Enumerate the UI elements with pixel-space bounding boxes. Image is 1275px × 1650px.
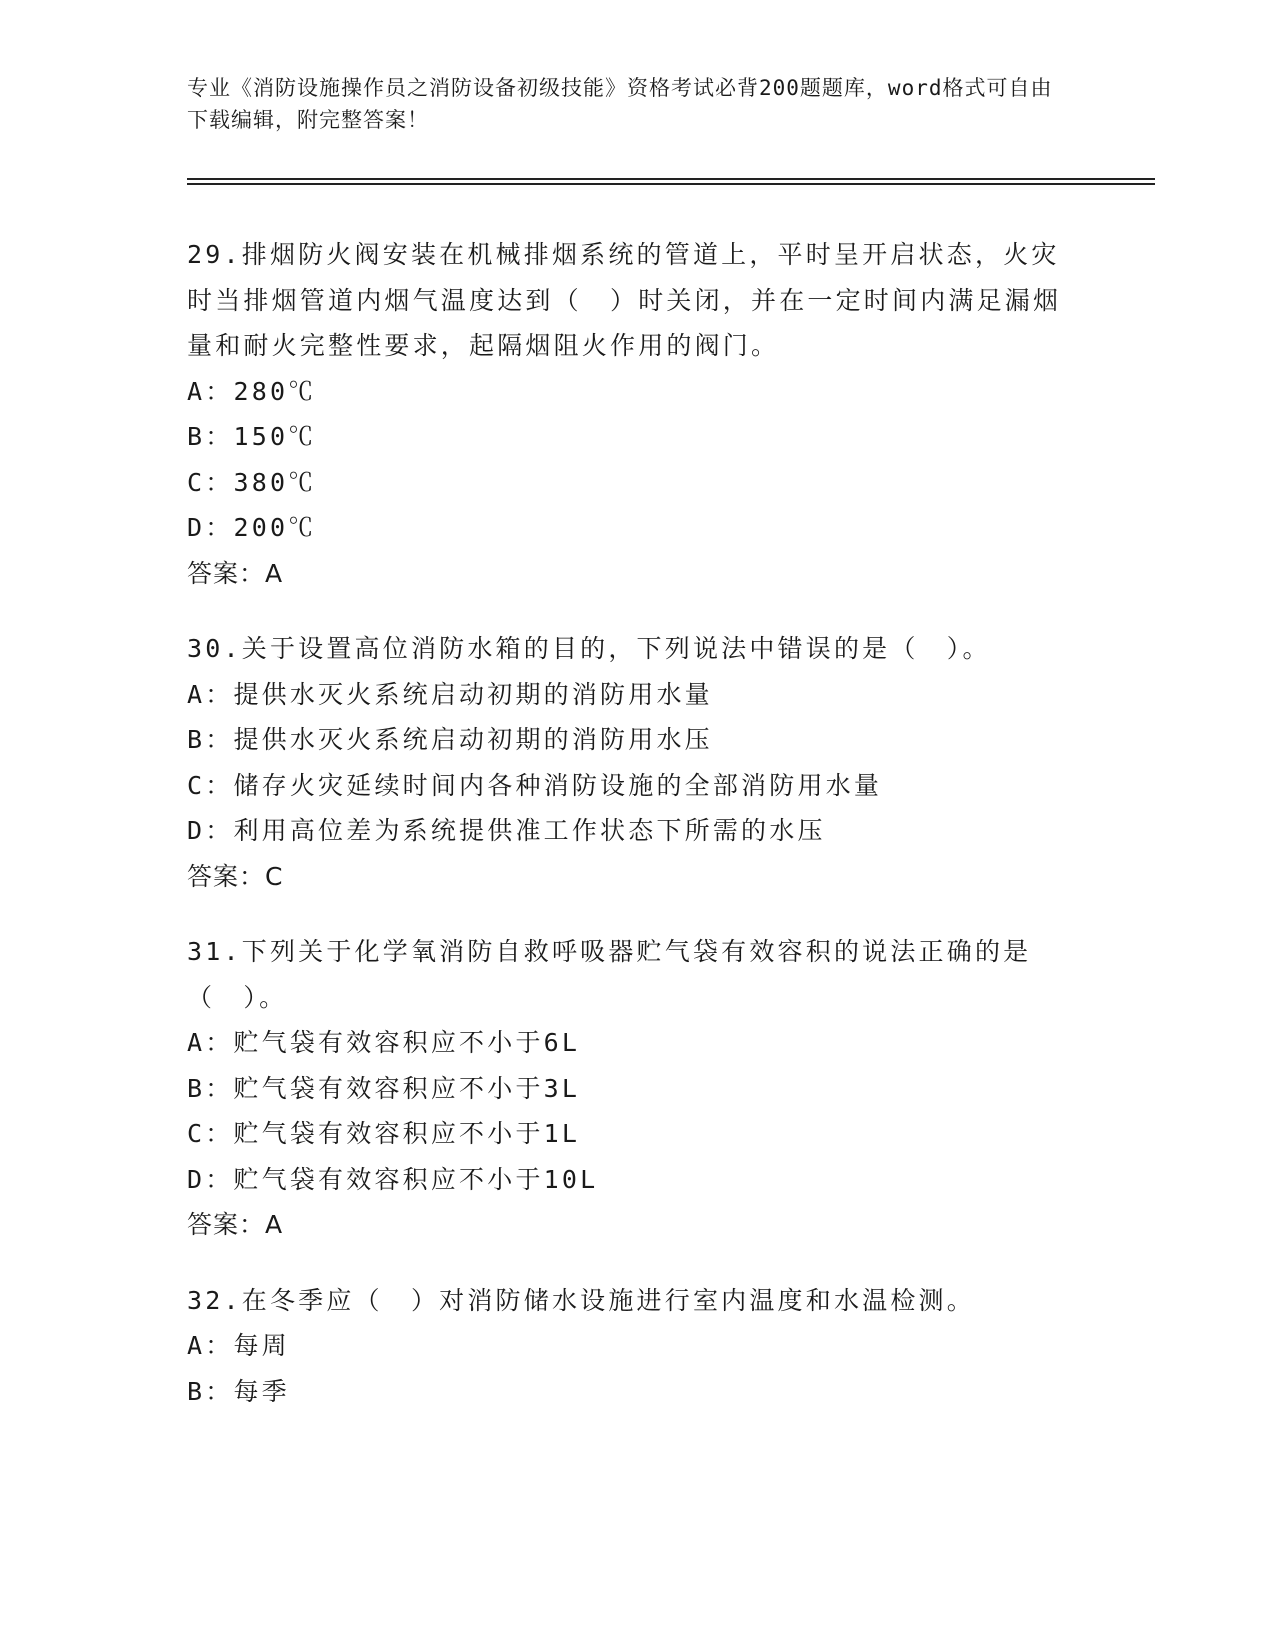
answer-line: 答案：C: [187, 861, 284, 891]
option-letter: B：: [187, 1073, 234, 1103]
option-letter: A：: [187, 376, 234, 406]
question-stem: 30.关于设置高位消防水箱的目的，下列说法中错误的是（ ）。: [187, 634, 991, 663]
option-letter: A：: [187, 1028, 234, 1057]
option-a: [187, 1323, 1077, 1369]
option-letter: C：: [187, 1119, 234, 1148]
option-letter: A：: [187, 679, 234, 709]
option-letter: A：: [187, 1331, 234, 1360]
header-text: 专业《消防设施操作员之消防设备初级技能》资格考试必背200题题库，word格式可自由下载编辑，附完整答案！: [187, 76, 1053, 132]
option-d: [187, 808, 1077, 854]
option-text: 每季: [233, 1376, 290, 1406]
document-header: [187, 72, 1067, 136]
option-text: 贮气袋有效容积应不小于6L: [233, 1028, 581, 1057]
option-b: [187, 1066, 1077, 1112]
option-b: [187, 1369, 1077, 1415]
option-b: [187, 717, 1077, 763]
option-letter: D：: [187, 513, 234, 542]
option-letter: D：: [187, 1164, 234, 1194]
option-letter: C：: [187, 467, 234, 497]
option-text: 150℃: [233, 422, 317, 451]
question-29: [187, 232, 1077, 596]
option-letter: C：: [187, 770, 234, 800]
answer-line: 答案：A: [187, 558, 284, 588]
question-stem: 31.下列关于化学氧消防自救呼吸器贮气袋有效容积的说法正确的是（ ）。: [187, 937, 1032, 1012]
header-divider-top: [187, 178, 1155, 180]
option-text: 贮气袋有效容积应不小于1L: [233, 1119, 581, 1148]
question-stem: 29.排烟防火阀安装在机械排烟系统的管道上，平时呈开启状态，火灾时当排烟管道内烟气温度达到（ ）时关闭，并在一定时间内满足漏烟量和耐火完整性要求，起隔烟阻火作用的阀门。: [187, 240, 1062, 360]
option-text: 提供水灭火系统启动初期的消防用水量: [233, 679, 713, 709]
option-a: [187, 672, 1077, 718]
question-32: [187, 1278, 1077, 1415]
option-text: 280℃: [233, 376, 317, 406]
question-list: [187, 232, 1077, 1444]
option-text: 提供水灭火系统启动初期的消防用水压: [233, 725, 713, 754]
option-text: 380℃: [233, 467, 317, 497]
question-stem: 32.在冬季应（ ）对消防储水设施进行室内温度和水温检测。: [187, 1285, 975, 1315]
question-30: [187, 626, 1077, 899]
option-letter: B：: [187, 1376, 234, 1406]
option-b: [187, 414, 1077, 460]
question-31: [187, 929, 1077, 1248]
option-letter: B：: [187, 725, 234, 754]
option-letter: B：: [187, 422, 234, 451]
option-text: 贮气袋有效容积应不小于10L: [233, 1164, 599, 1194]
option-c: [187, 460, 1077, 506]
option-text: 贮气袋有效容积应不小于3L: [233, 1073, 581, 1103]
option-a: [187, 369, 1077, 415]
header-divider-bottom: [187, 183, 1155, 185]
option-c: [187, 1111, 1077, 1157]
option-text: 每周: [233, 1331, 290, 1360]
answer-line: 答案：A: [187, 1210, 284, 1239]
option-c: [187, 763, 1077, 809]
option-text: 200℃: [233, 513, 317, 542]
option-a: [187, 1020, 1077, 1066]
option-d: [187, 505, 1077, 551]
option-text: 储存火灾延续时间内各种消防设施的全部消防用水量: [233, 770, 883, 800]
option-d: [187, 1157, 1077, 1203]
option-letter: D：: [187, 816, 234, 845]
option-text: 利用高位差为系统提供准工作状态下所需的水压: [233, 816, 826, 845]
